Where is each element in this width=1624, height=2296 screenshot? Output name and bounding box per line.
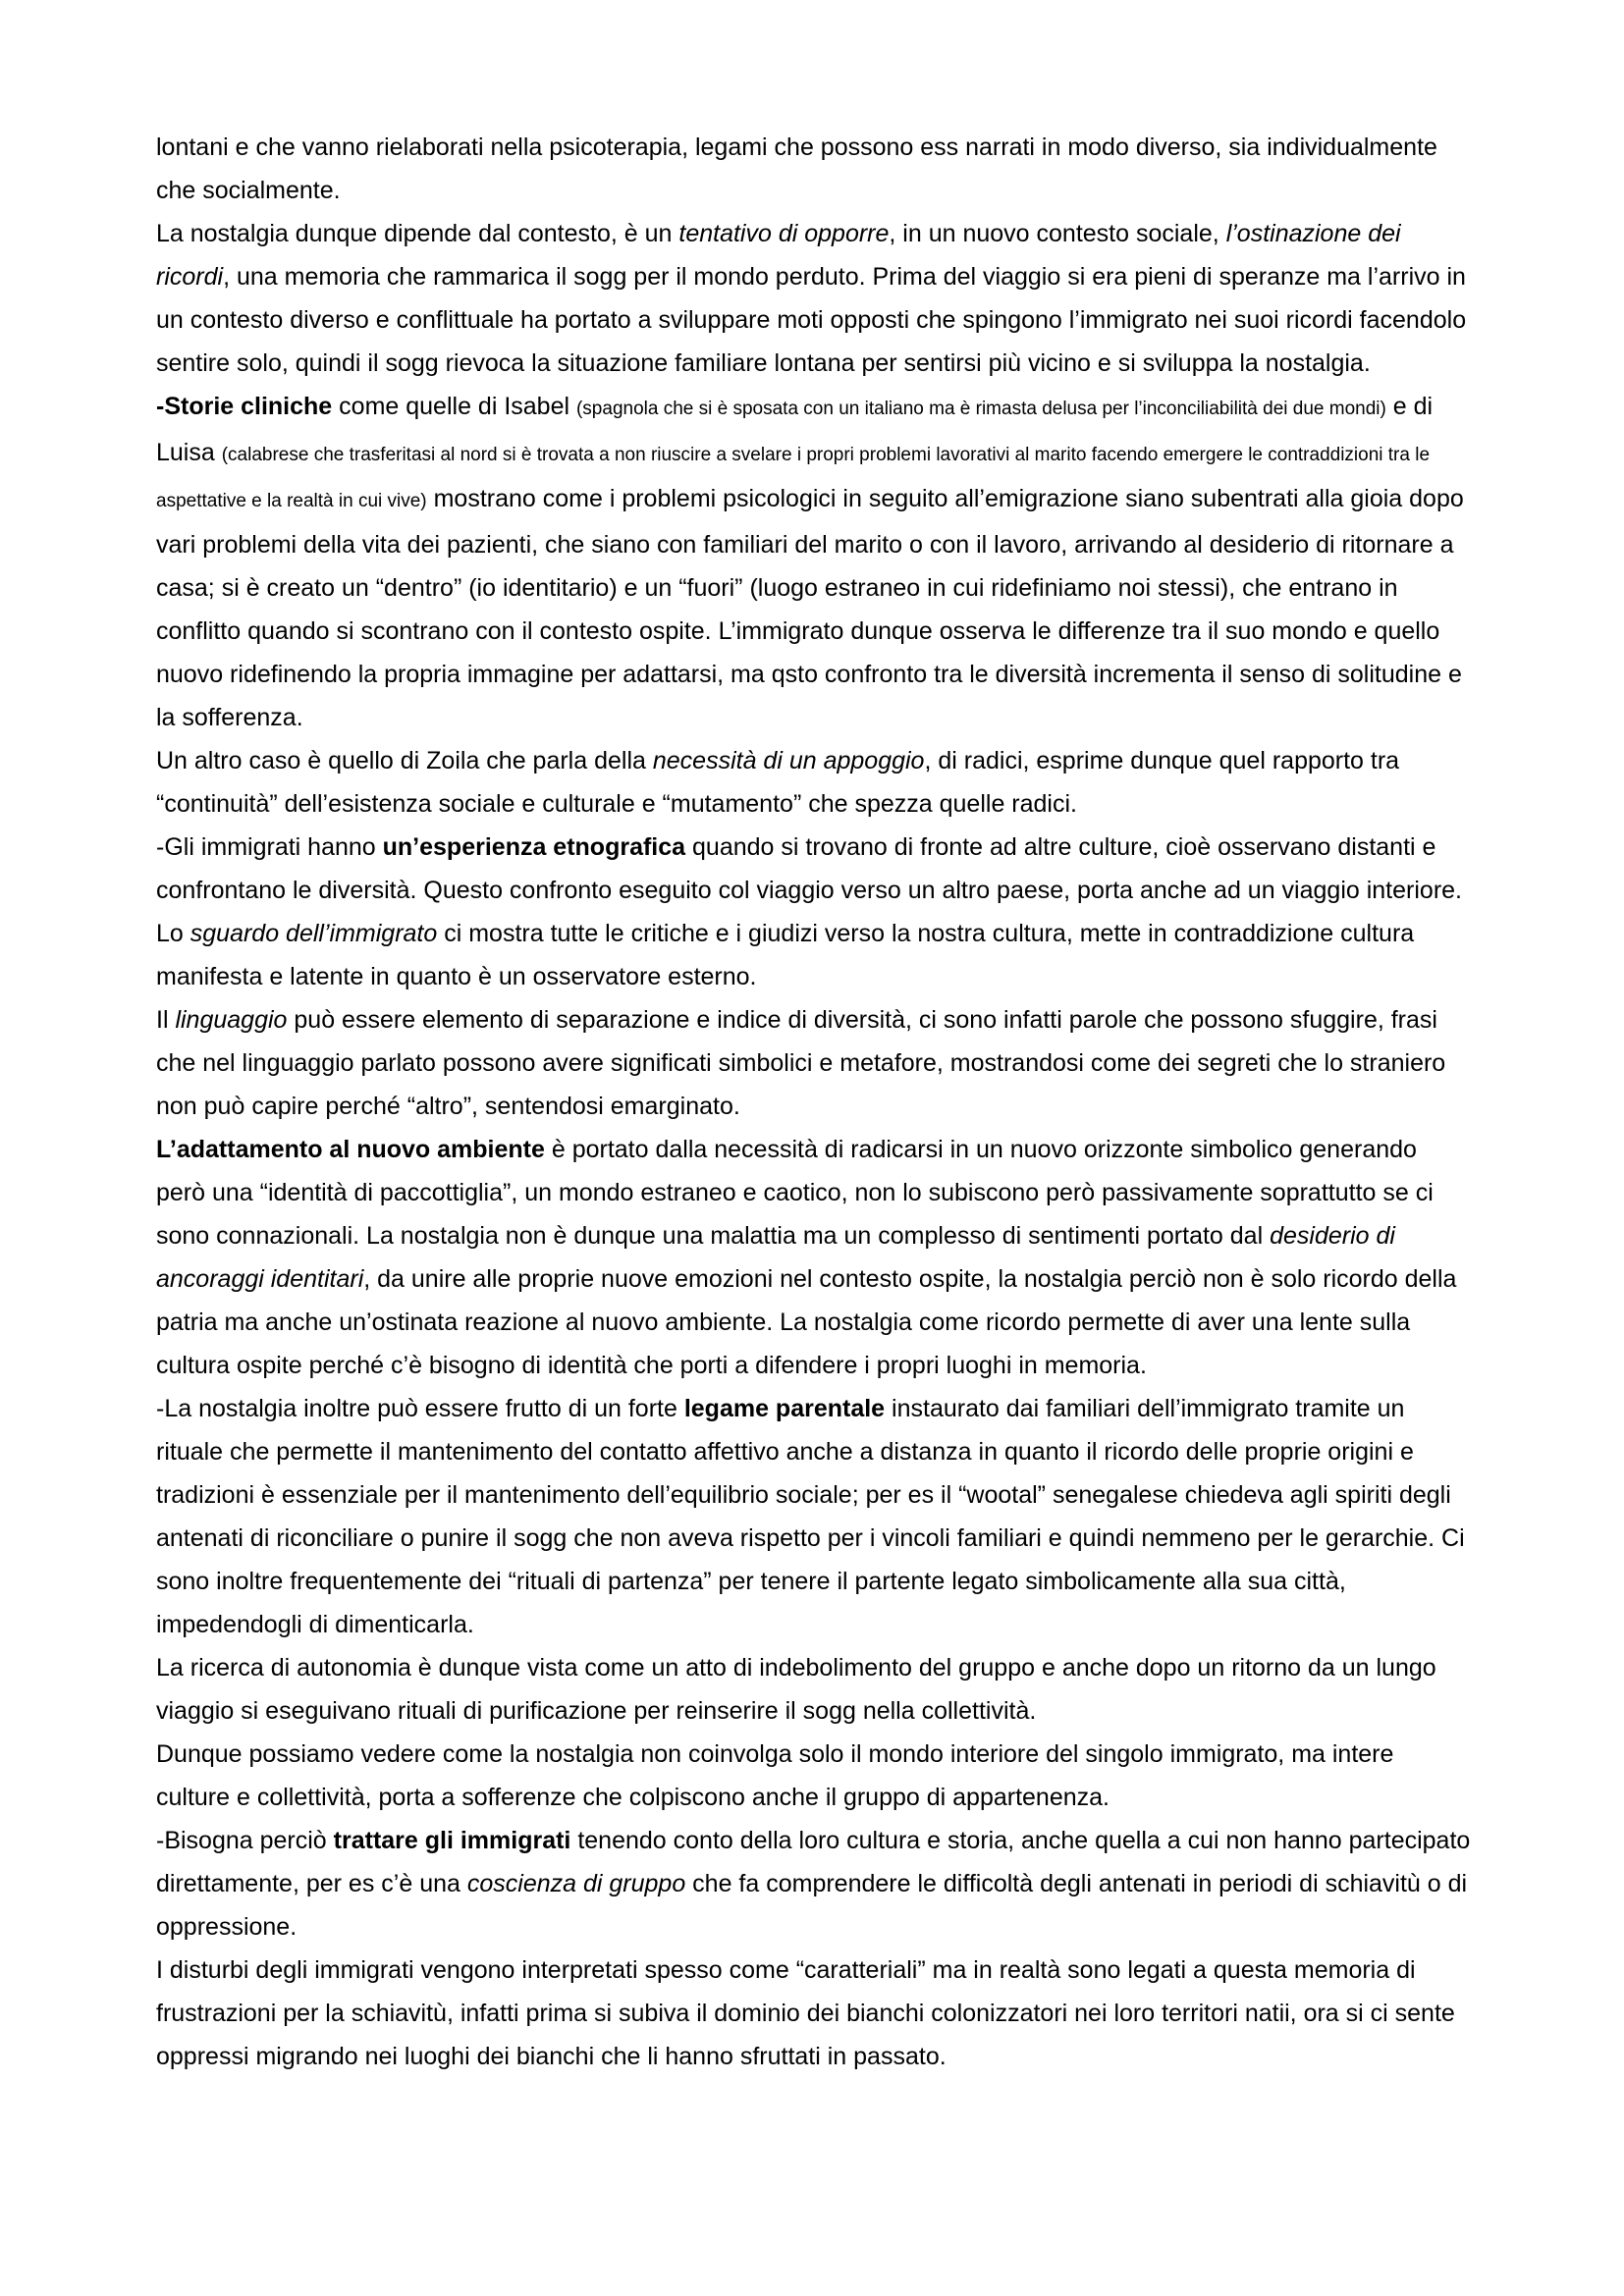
- paragraph-7: [156, 1128, 1472, 1387]
- text-run: Dunque possiamo vedere come la nostalgia non coinvolga solo il mondo interiore del singolo immigrato, ma intere culture e collettività, porta a sofferenze che colpiscono anche il gruppo di appartenenza.: [156, 1740, 1394, 1811]
- emphasis-text: necessità di un appoggio: [652, 747, 925, 774]
- parenthetical-note: (calabrese che trasferitasi al nord si è trovata a non riuscire a svelare i propri problemi lavorativi al marito facendo emergere le contraddizioni tra le aspettative e la realtà in cui vive): [156, 445, 1431, 511]
- parenthetical-note: (spagnola che si è sposata con un italiano ma è rimasta delusa per l’inconciliabilità dei due mondi): [575, 399, 1386, 419]
- paragraph-2: [156, 212, 1472, 385]
- text-run: , in un nuovo contesto sociale,: [889, 220, 1226, 247]
- paragraph-1: [156, 126, 1472, 212]
- text-run: tenendo conto della loro cultura e storia, anche quella a cui non hanno partecipato direttamente, per es c’è una: [156, 1827, 1471, 1897]
- text-run: Il: [156, 1006, 176, 1034]
- text-run: -La nostalgia inoltre può essere frutto di un forte: [156, 1395, 684, 1422]
- text-run: , di radici, esprime dunque quel rapporto tra “continuità” dell’esistenza sociale e culturale e “mutamento” che spezza quelle radici.: [156, 747, 1400, 818]
- text-run: instaurato dai familiari dell’immigrato tramite un rituale che permette il mantenimento del contatto affettivo anche a distanza in quanto il ricordo delle proprie origini e tradizioni è essenziale per il mantenimento dell’equilibrio sociale; per es il “wootal” senegalese chiedeva agli spiriti degli antenati di riconciliare o punire il sogg che non aveva rispetto per i vincoli familiari e quindi nemmeno per le gerarchie. Ci sono inoltre frequentemente dei “rituali di partenza” per tenere il partente legato simbolicamente alla sua città, impedendogli di dimenticarla.: [156, 1395, 1465, 1638]
- bold-heading-text: -Storie cliniche: [156, 393, 333, 420]
- paragraph-9: [156, 1646, 1472, 1733]
- text-run: ci mostra tutte le critiche e i giudizi verso la nostra cultura, mette in contraddizione cultura manifesta e latente in quanto è un osservatore esterno.: [156, 920, 1415, 990]
- text-run: -Gli immigrati hanno: [156, 833, 383, 861]
- emphasis-text: linguaggio: [175, 1006, 288, 1034]
- emphasis-text: tentativo di opporre: [678, 220, 890, 247]
- emphasis-text: sguardo dell’immigrato: [189, 920, 438, 947]
- text-run: La nostalgia dunque dipende dal contesto, è un: [156, 220, 679, 247]
- emphasis-text: coscienza di gruppo: [466, 1870, 686, 1897]
- emphasis-text: desiderio di ancoraggi identitari: [156, 1222, 1395, 1293]
- text-run: può essere elemento di separazione e indice di diversità, ci sono infatti parole che possono sfuggire, frasi che nel linguaggio parlato possono avere significati simbolici e metafore, mostrandosi come dei segreti che lo straniero non può capire perché “altro”, sentendosi emarginato.: [156, 1006, 1446, 1120]
- bold-heading-text: legame parentale: [683, 1395, 886, 1422]
- paragraph-4: [156, 739, 1472, 826]
- document-page: [156, 126, 1472, 2078]
- text-run: -Bisogna perciò: [156, 1827, 334, 1854]
- paragraph-5: [156, 826, 1472, 998]
- text-run: quando si trovano di fronte ad altre culture, cioè osservano distanti e confrontano le diversità. Questo confronto eseguito col viaggio verso un altro paese, porta anche ad un viaggio interiore. Lo: [156, 833, 1462, 947]
- text-run: e di Luisa: [156, 393, 1434, 466]
- text-run: lontani e che vanno rielaborati nella psicoterapia, legami che possono ess narrati in modo diverso, sia individualmente che socialmente.: [156, 133, 1437, 204]
- text-run: , una memoria che rammarica il sogg per il mondo perduto. Prima del viaggio si era pieni di speranze ma l’arrivo in un contesto diverso e conflittuale ha portato a sviluppare moti opposti che spingono l’immigrato nei suoi ricordi facendolo sentire solo, quindi il sogg rievoca la situazione familiare lontana per sentirsi più vicino e si sviluppa la nostalgia.: [156, 263, 1467, 377]
- text-run: , da unire alle proprie nuove emozioni nel contesto ospite, la nostalgia perciò non è solo ricordo della patria ma anche un’ostinata reazione al nuovo ambiente. La nostalgia come ricordo permette di aver una lente sulla cultura ospite perché c’è bisogno di identità che porti a difendere i propri luoghi in memoria.: [156, 1265, 1457, 1379]
- text-run: Un altro caso è quello di Zoila che parla della: [156, 747, 653, 774]
- text-run: I disturbi degli immigrati vengono interpretati spesso come “caratteriali” ma in realtà sono legati a questa memoria di frustrazioni per la schiavitù, infatti prima si subiva il dominio dei bianchi colonizzatori nei loro territori natii, ora si ci sente oppressi migrando nei luoghi dei bianchi che li hanno sfruttati in passato.: [156, 1956, 1455, 2070]
- bold-heading-text: L’adattamento al nuovo ambiente: [156, 1136, 545, 1163]
- text-run: come quelle di Isabel: [332, 393, 576, 420]
- paragraph-6: [156, 998, 1472, 1128]
- paragraph-8: [156, 1387, 1472, 1646]
- paragraph-3: [156, 385, 1472, 739]
- bold-heading-text: un’esperienza etnografica: [382, 833, 686, 861]
- text-run: mostrano come i problemi psicologici in seguito all’emigrazione siano subentrati alla gioia dopo vari problemi della vita dei pazienti, che siano con familiari del marito o con il lavoro, arrivando al desiderio di ritornare a casa; si è creato un “dentro” (io identitario) e un “fuori” (luogo estraneo in cui ridefiniamo noi stessi), che entrano in conflitto quando si scontrano con il contesto ospite. L’immigrato dunque osserva le differenze tra il suo mondo e quello nuovo ridefinendo la propria immagine per adattarsi, ma qsto confronto tra le diversità incrementa il senso di solitudine e la sofferenza.: [156, 485, 1464, 731]
- paragraph-10: [156, 1733, 1472, 1819]
- text-run: che fa comprendere le difficoltà degli antenati in periodi di schiavitù o di oppressione.: [156, 1870, 1468, 1941]
- paragraph-12: [156, 1949, 1472, 2078]
- emphasis-text: l’ostinazione dei ricordi: [156, 220, 1401, 291]
- text-run: La ricerca di autonomia è dunque vista come un atto di indebolimento del gruppo e anche dopo un ritorno da un lungo viaggio si eseguivano rituali di purificazione per reinserire il sogg nella collettività.: [156, 1654, 1436, 1725]
- bold-heading-text: trattare gli immigrati: [333, 1827, 571, 1854]
- paragraph-11: [156, 1819, 1472, 1949]
- text-run: è portato dalla necessità di radicarsi in un nuovo orizzonte simbolico generando però una “identità di paccottiglia”, un mondo estraneo e caotico, non lo subiscono però passivamente soprattutto se ci sono connazionali. La nostalgia non è dunque una malattia ma un complesso di sentimenti portato dal: [156, 1136, 1434, 1250]
